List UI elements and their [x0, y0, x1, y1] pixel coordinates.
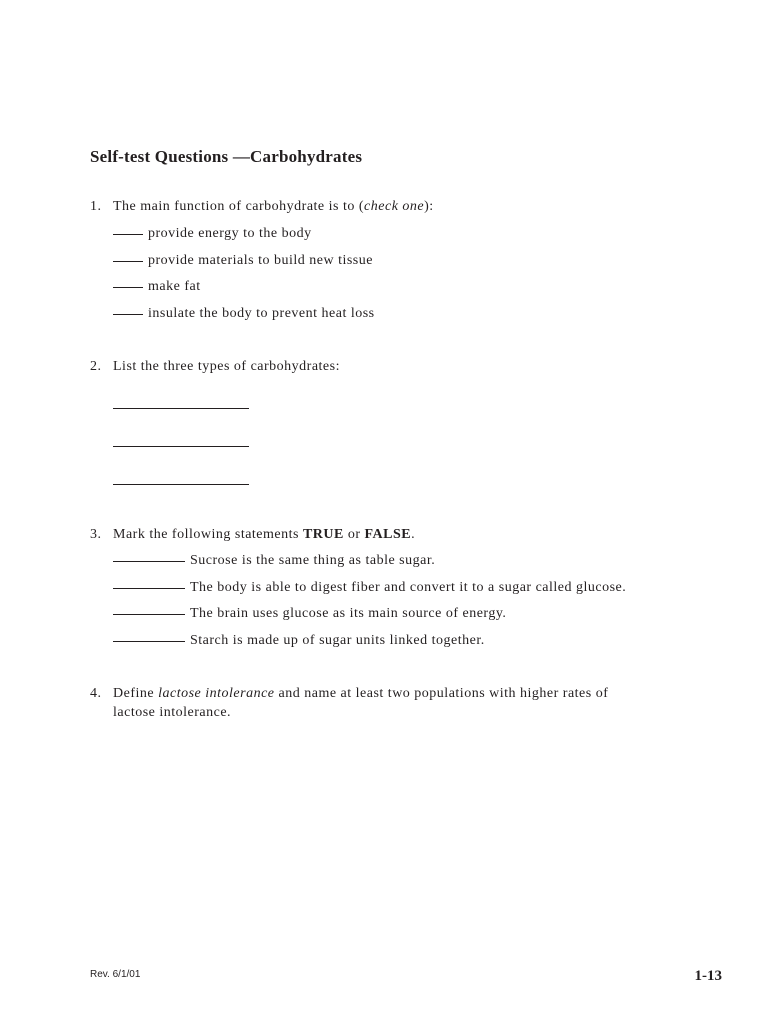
- answer-blank[interactable]: [113, 287, 143, 288]
- statement-text: Starch is made up of sugar units linked together.: [190, 633, 485, 648]
- question-text: .: [411, 527, 416, 542]
- option-label: make fat: [148, 279, 201, 294]
- question-text-italic: check one: [364, 199, 425, 214]
- revision-date: Rev. 6/1/01: [90, 969, 141, 980]
- answer-blank[interactable]: [113, 234, 143, 235]
- question-1: [90, 197, 434, 216]
- page-title: Self-test Questions —Carbohydrates: [90, 147, 363, 166]
- answer-line[interactable]: [113, 484, 249, 485]
- question-3: [90, 525, 415, 544]
- q3-statement: [113, 551, 435, 570]
- question-text: The main function of carbohydrate is to (: [113, 199, 365, 214]
- question-text: ):: [424, 199, 434, 214]
- false-word: FALSE: [364, 527, 412, 542]
- question-text-italic: lactose intolerance: [158, 686, 275, 701]
- statement-text: The body is able to digest fiber and convert it to a sugar called glucose.: [190, 580, 627, 595]
- question-4: [90, 684, 608, 703]
- question-text: Define: [113, 686, 159, 701]
- q1-option: [113, 277, 201, 296]
- answer-line[interactable]: [113, 408, 249, 409]
- q3-statement: [113, 631, 485, 650]
- answer-blank[interactable]: [113, 641, 185, 642]
- option-label: insulate the body to prevent heat loss: [148, 306, 375, 321]
- true-word: TRUE: [302, 527, 344, 542]
- question-text: List the three types of carbohydrates:: [113, 359, 340, 374]
- option-label: provide materials to build new tissue: [148, 253, 373, 268]
- q1-option: [113, 251, 373, 270]
- statement-text: The brain uses glucose as its main source of energy.: [190, 606, 507, 621]
- question-number: 3.: [90, 527, 102, 542]
- q1-option: [113, 304, 375, 323]
- page-number: 1-13: [694, 968, 722, 984]
- q3-statement: [113, 604, 506, 623]
- question-number: 2.: [90, 359, 102, 374]
- answer-blank[interactable]: [113, 614, 185, 615]
- q1-option: [113, 224, 312, 243]
- answer-blank[interactable]: [113, 588, 185, 589]
- option-label: provide energy to the body: [148, 226, 312, 241]
- question-number: 4.: [90, 686, 102, 701]
- question-text: and name at least two populations with higher rates of: [274, 686, 609, 701]
- answer-line[interactable]: [113, 446, 249, 447]
- question-2: [90, 357, 340, 376]
- question-text: or: [343, 527, 365, 542]
- answer-blank[interactable]: [113, 314, 143, 315]
- answer-blank[interactable]: [113, 561, 185, 562]
- question-4-continuation: lactose intolerance.: [113, 705, 232, 720]
- question-text: Mark the following statements: [113, 527, 303, 542]
- statement-text: Sucrose is the same thing as table sugar.: [190, 553, 436, 568]
- question-number: 1.: [90, 199, 102, 214]
- answer-blank[interactable]: [113, 261, 143, 262]
- q3-statement: [113, 578, 626, 597]
